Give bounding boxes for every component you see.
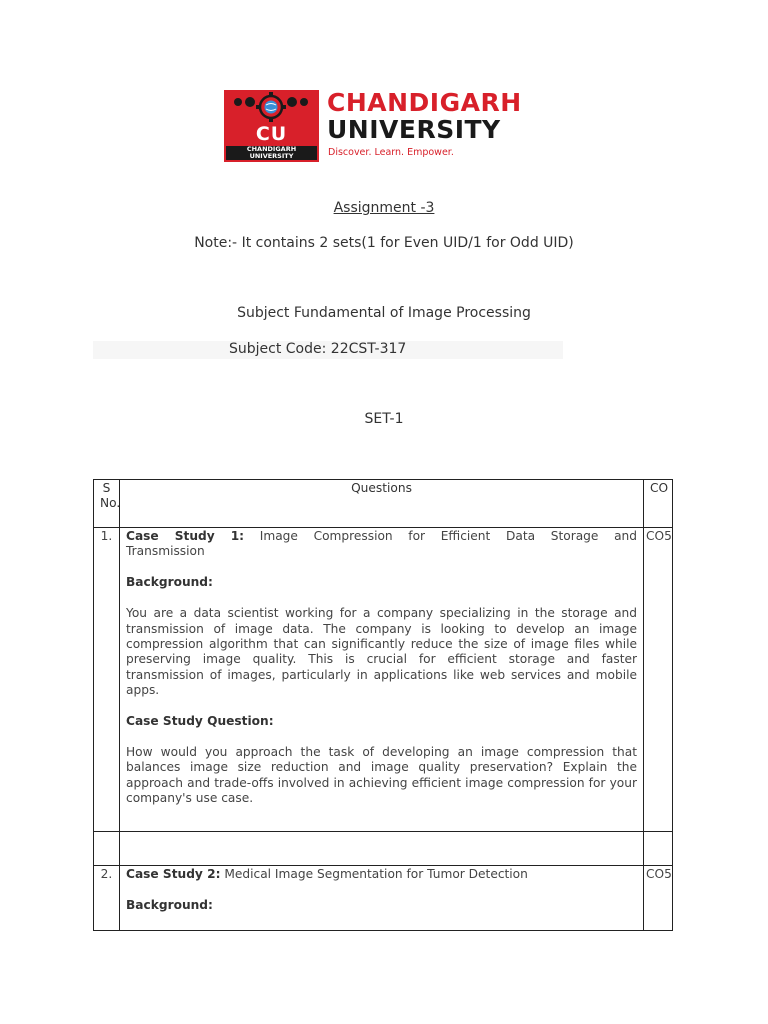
table-row-spacer: [94, 832, 673, 866]
logo-sub-line1: CHANDIGARH: [246, 145, 297, 153]
subject-line: Subject Fundamental of Image Processing: [237, 305, 531, 321]
question-cell: [120, 528, 644, 832]
header-questions: Questions: [120, 480, 644, 528]
table-header-row: [94, 480, 673, 528]
logo-name-line2: UNIVERSITY: [327, 115, 501, 144]
empty-cell: [120, 832, 644, 866]
case-title-text: Image Compression for Efficient Data Storage and: [259, 529, 638, 543]
subject-code: Subject Code: 22CST-317: [229, 341, 407, 357]
logo-tagline: Discover. Learn. Empower.: [328, 147, 454, 158]
case-title: [126, 867, 637, 882]
case-label: Case Study 2:: [126, 867, 221, 881]
questions-table: [93, 479, 673, 931]
background-text: You are a data scientist working for a company specializing in the storage and transmission of image data. The company is looking to develop an image compression algorithm that can significantly reduce the size of image files while preserving image quality. This is crucial for efficient storage and faster transmission of images, particularly in applications like web services and mobile apps.: [126, 606, 637, 698]
table-row: [94, 866, 673, 931]
table-row: [94, 528, 673, 832]
question-text: How would you approach the task of developing an image compression that balances image size reduction and image quality preservation? Explain the approach and trade-offs involved in achieving efficient image compression for your company's use case.: [126, 745, 637, 806]
note-line: Note:- It contains 2 sets(1 for Even UID/1 for Odd UID): [194, 235, 574, 251]
co-cell: CO5: [644, 866, 673, 931]
logo-emblem-subtitle: [226, 146, 317, 160]
header-sn-line2: No.: [100, 496, 121, 511]
row-number: 2.: [94, 866, 120, 931]
row-number: 1.: [94, 528, 120, 832]
header-sn: [94, 480, 120, 528]
case-title: [126, 529, 637, 544]
logo-cu-text: CU: [255, 123, 288, 145]
background-label: Background:: [126, 575, 213, 590]
case-label: Case Study 1:: [126, 529, 245, 543]
question-label: Case Study Question:: [126, 714, 274, 729]
assignment-title: Assignment -3: [333, 200, 435, 216]
case-title-cont: Transmission: [126, 544, 205, 559]
empty-cell: [644, 832, 673, 866]
university-logo: [224, 90, 544, 162]
logo-sub-line2: UNIVERSITY: [249, 152, 294, 160]
empty-cell: [94, 832, 120, 866]
case-title-text: Medical Image Segmentation for Tumor Detection: [224, 867, 528, 881]
co-cell: CO5: [644, 528, 673, 832]
background-label: Background:: [126, 897, 213, 912]
header-co: CO: [644, 480, 673, 528]
question-cell: [120, 866, 644, 931]
set-heading: SET-1: [364, 411, 404, 427]
logo-emblem: [224, 90, 319, 162]
header-sn-line1: S: [102, 481, 111, 495]
logo-name-line1: CHANDIGARH: [327, 88, 522, 117]
